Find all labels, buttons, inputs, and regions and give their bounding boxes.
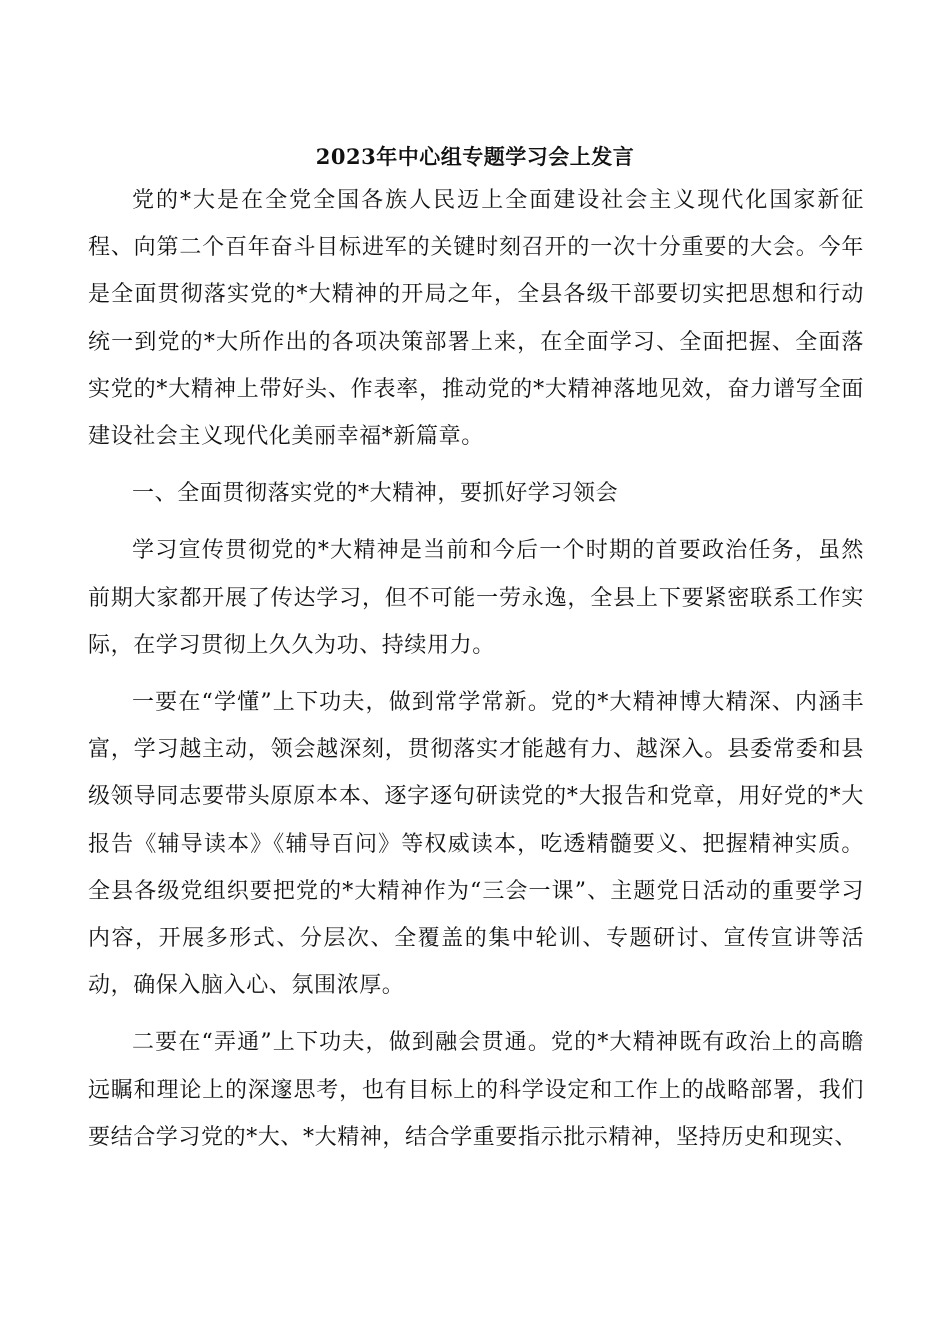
document-title: 2023年中心组专题学习会上发言: [315, 144, 635, 169]
paragraph-point-2: 二要在“弄通”上下功夫，做到融会贯通。党的*大精神既有政治上的高瞻远瞩和理论上的深邃思考，也有目标上的科学设定和工作上的战略部署，我们要结合学习党的*大、*大精神，结合学重要指示批示精神，坚持历史和现实、: [88, 1030, 864, 1150]
section-heading-1: 一、全面贯彻落实党的*大精神，要抓好学习领会: [132, 481, 619, 507]
paragraph-section-1-intro: 学习宣传贯彻党的*大精神是当前和今后一个时期的首要政治任务，虽然前期大家都开展了传达学习，但不可能一劳永逸，全县上下要紧密联系工作实际，在学习贯彻上久久为功、持续用力。: [88, 538, 864, 658]
document-body: [88, 170, 864, 1161]
paragraph-point-1: 一要在“学懂”上下功夫，做到常学常新。党的*大精神博大精深、内涵丰富，学习越主动，领会越深刻，贯彻落实才能越有力、越深入。县委常委和县级领导同志要带头原原本本、逐字逐句研读党的*大报告和党章，用好党的*大报告《辅导读本》《辅导百问》等权威读本，吃透精髓要义、把握精神实质。全县各级党组织要把党的*大精神作为“三会一课”、主题党日活动的重要学习内容，开展多形式、分层次、全覆盖的集中轮训、专题研讨、宣传宣讲等活动，确保入脑入心、氛围浓厚。: [88, 690, 864, 999]
paragraph-intro: 党的*大是在全党全国各族人民迈上全面建设社会主义现代化国家新征程、向第二个百年奋斗目标进军的关键时刻召开的一次十分重要的大会。今年是全面贯彻落实党的*大精神的开局之年，全县各级干部要切实把思想和行动统一到党的*大所作出的各项决策部署上来，在全面学习、全面把握、全面落实党的*大精神上带好头、作表率，推动党的*大精神落地见效，奋力谱写全面建设社会主义现代化美丽幸福*新篇章。: [88, 188, 864, 450]
